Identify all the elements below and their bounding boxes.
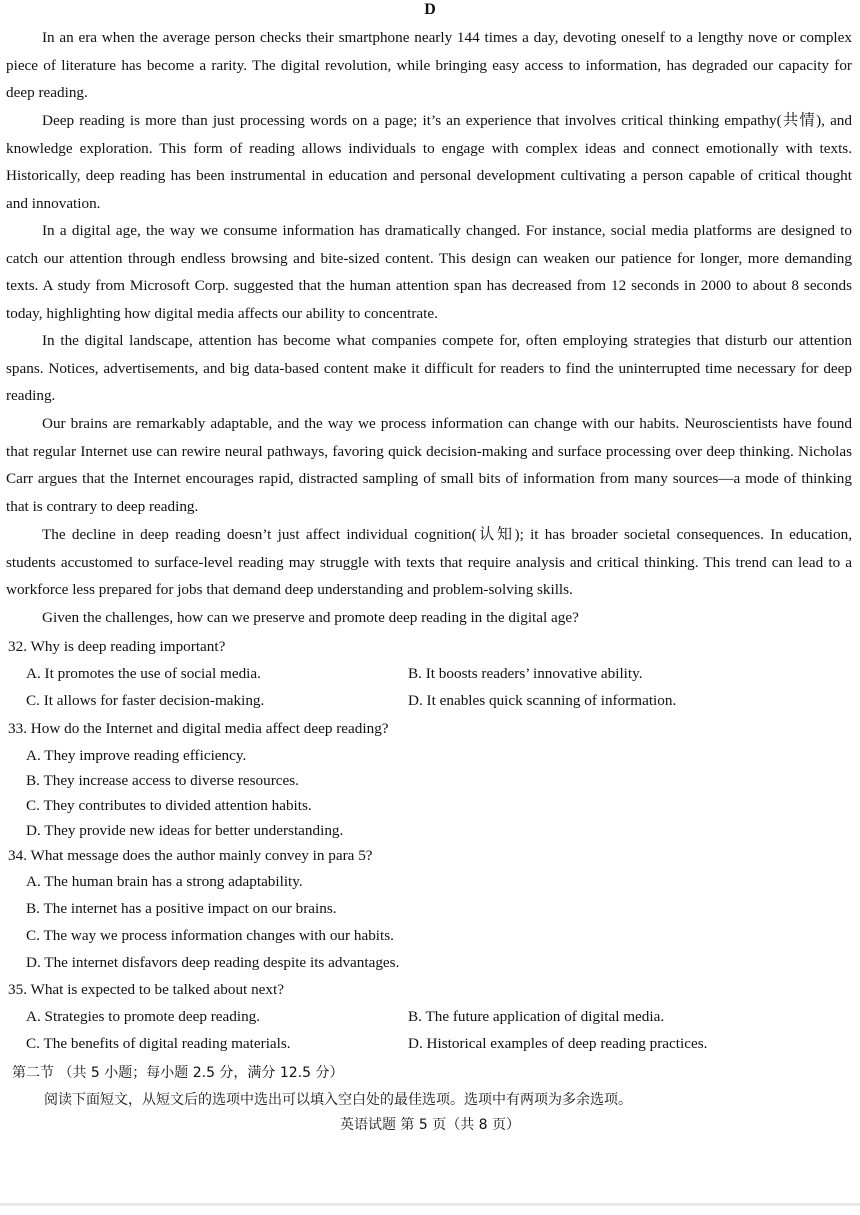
- question-33-option-b: B. They increase access to diverse resources.: [26, 772, 299, 789]
- question-32-option-d: D. It enables quick scanning of information.: [408, 692, 677, 709]
- page-footer: 英语试题 第 5 页（共 8 页）: [339, 1117, 521, 1133]
- question-34-option-d: D. The internet disfavors deep reading despite its advantages.: [26, 954, 400, 971]
- section-instruction: 阅读下面短文，从短文后的选项中选出可以填入空白处的最佳选项。选项中有两项为多余选项。: [44, 1092, 632, 1108]
- scan-edge-divider: [0, 1203, 860, 1206]
- question-35-option-d: D. Historical examples of deep reading practices.: [408, 1035, 708, 1052]
- passage-paragraph-3: In a digital age, the way we consume information has dramatically changed. For instance, social media platforms are designed to catch our attention through endless browsing and bite-sized content. This design can weaken our patience for longer, more demanding texts. A study from Microsoft Corp. suggested that the human attention span has decreased from 12 seconds in 2000 to about 8 seconds today, highlighting how digital media affects our ability to concentrate.: [6, 222, 852, 322]
- question-33-stem: 33. How do the Internet and digital media affect deep reading?: [8, 720, 389, 737]
- passage-heading: D: [424, 1, 436, 18]
- question-33-option-c: C. They contributes to divided attention habits.: [26, 797, 312, 814]
- passage-paragraph-1: In an era when the average person checks their smartphone nearly 144 times a day, devoting oneself to a lengthy nove or complex piece of literature has become a rarity. The digital revolution, while bringing easy access to information, has degraded our capacity for deep reading.: [6, 29, 852, 102]
- question-35-stem: 35. What is expected to be talked about next?: [8, 981, 284, 998]
- question-33-option-d: D. They provide new ideas for better understanding.: [26, 822, 344, 839]
- question-34-option-a: A. The human brain has a strong adaptability.: [26, 873, 303, 890]
- question-35-option-b: B. The future application of digital media.: [408, 1008, 665, 1025]
- question-34-stem: 34. What message does the author mainly convey in para 5?: [8, 847, 373, 864]
- question-34-option-b: B. The internet has a positive impact on our brains.: [26, 900, 337, 917]
- question-35-option-a: A. Strategies to promote deep reading.: [26, 1008, 261, 1025]
- question-34-option-c: C. The way we process information changes with our habits.: [26, 927, 394, 944]
- passage-paragraph-5: Our brains are remarkably adaptable, and the way we process information can change with our habits. Neuroscientists have found that regular Internet use can rewire neural pathways, favoring quick decision-making and surface processing over deep thinking. Nicholas Carr argues that the Internet encourages rapid, distracted sampling of small bits of information from many sources—a mode of thinking that is contrary to deep reading.: [6, 415, 852, 515]
- passage-paragraph-7: Given the challenges, how can we preserve and promote deep reading in the digital age?: [42, 609, 579, 626]
- question-32-option-c: C. It allows for faster decision-making.: [26, 692, 265, 709]
- question-32-option-b: B. It boosts readers’ innovative ability.: [408, 665, 643, 682]
- section-title: 第二节 （共 5 小题；每小题 2.5 分，满分 12.5 分）: [12, 1065, 344, 1081]
- question-32-stem: 32. Why is deep reading important?: [8, 638, 226, 655]
- passage-paragraph-4: In the digital landscape, attention has become what companies compete for, often employing strategies that disturb our attention spans. Notices, advertisements, and big data-based content make it difficult for readers to find the uninterrupted time necessary for deep reading.: [6, 332, 852, 405]
- question-35-option-c: C. The benefits of digital reading materials.: [26, 1035, 291, 1052]
- passage-paragraph-2: Deep reading is more than just processing words on a page; it’s an experience that involves critical thinking empathy(共情), and knowledge exploration. This form of reading allows individuals to engage with complex ideas and connect emotionally with texts. Historically, deep reading has been instrumental in education and personal development cultivating a person capable of critical thought and innovation.: [6, 112, 852, 212]
- question-32-option-a: A. It promotes the use of social media.: [26, 665, 261, 682]
- passage-paragraph-6: The decline in deep reading doesn’t just affect individual cognition(认知); it has broader societal consequences. In education, students accustomed to surface-level reading may struggle with texts that require analysis and critical thinking. This trend can lead to a workforce less prepared for jobs that demand deep understanding and problem-solving skills.: [6, 526, 852, 599]
- question-33-option-a: A. They improve reading efficiency.: [26, 747, 247, 764]
